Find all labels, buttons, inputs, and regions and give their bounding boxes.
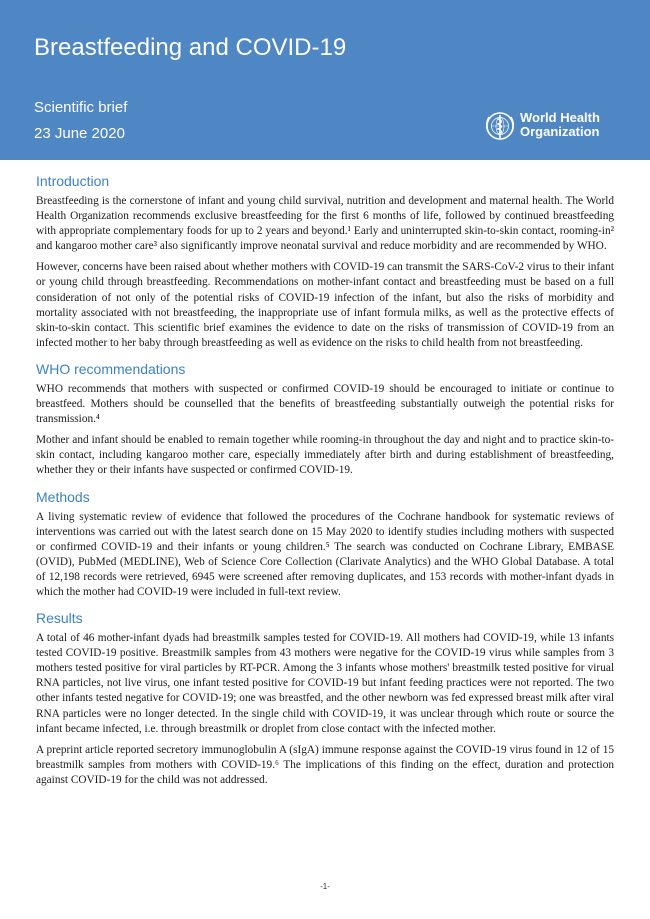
section-results bbox=[36, 610, 614, 788]
section-heading: Methods bbox=[36, 488, 90, 505]
section-who-recommendations bbox=[36, 361, 614, 479]
paragraph: A preprint article reported secretory immunoglobulin A (sIgA) immune response against the COVID-19 virus found in 12 of 15 breastmilk samples from mothers with COVID-19.⁶ The implications of this finding on the effect, duration and protection against COVID-19 for the child was not addressed. bbox=[36, 743, 614, 786]
section-heading: WHO recommendations bbox=[36, 360, 186, 377]
who-logo-line-1: World Health bbox=[520, 110, 600, 125]
paragraph: Mother and infant should be enabled to remain together while rooming-in throughout the day and night and to practice skin-to-skin contact, including kangaroo mother care, especially immediately after birth and during establishment of breastfeeding, whether they or their infants have suspected or confirmed COVID-19. bbox=[36, 434, 614, 477]
who-logo bbox=[483, 109, 638, 143]
document-date: 23 June 2020 bbox=[34, 125, 125, 142]
paragraph: WHO recommends that mothers with suspected or confirmed COVID-19 should be encouraged to initiate or continue to breastfeed. Mothers should be counselled that the benefits of breastfeeding substantially outweigh the potential risks for transmission.⁴ bbox=[36, 382, 614, 426]
paragraph: However, concerns have been raised about whether mothers with COVID-19 can transmit the SARS-CoV-2 virus to their infant or young child through breastfeeding. Recommendations on mother-infant contact and breastfeeding must be based on a full consideration of not only of the potential risks of COVID-19 infection of the infant, but also the risks of morbidity and mortality associated with not breastfeeding, the inappropriate use of infant formula milks, as well as the protective effects of skin-to-skin contact. This scientific brief examines the evidence to date on the risks of transmission of COVID-19 from an infected mother to her baby through breastfeeding as well as evidence on the risks to child health from not breastfeeding. bbox=[36, 261, 614, 349]
header-banner bbox=[0, 0, 650, 160]
document-title: Breastfeeding and COVID-19 bbox=[34, 34, 347, 61]
document-subtitle: Scientific brief bbox=[34, 99, 128, 116]
who-emblem-icon bbox=[483, 109, 517, 143]
paragraph: Breastfeeding is the cornerstone of infant and young child survival, nutrition and development and maternal health. The World Health Organization recommends exclusive breastfeeding for the first 6 months of life, followed by continued breastfeeding with appropriate complementary foods for up to 2 years and beyond.¹ Early and uninterrupted skin-to-skin contact, rooming-in² and kangaroo mother care³ also significantly improve neonatal survival and reduce morbidity and are recommended by WHO. bbox=[36, 195, 614, 253]
paragraph: A total of 46 mother-infant dyads had breastmilk samples tested for COVID-19. All mothers had COVID-19, while 13 infants tested COVID-19 positive. Breastmilk samples from 43 mothers were negative for the COVID-19 virus while samples from 3 mothers tested positive for viral particles by RT-PCR. Among the 3 infants whose mothers' breastmilk tested positive for virual RNA particles, not live virus, one infant tested positive for COVID-19 but infant feeding practices were not reported. The two other infants tested negative for COVID-19; one was breastfed, and the other newborn was fed expressed breast milk after viral RNA particles were no longer detected. In the single child with COVID-19, it was unclear through which route or source the infant became infected, i.e. through breastmilk or droplet from close contact with the infected mother. bbox=[36, 632, 614, 735]
section-methods bbox=[36, 489, 614, 601]
section-heading: Introduction bbox=[36, 173, 110, 189]
who-logo-text bbox=[520, 111, 600, 139]
section-introduction bbox=[36, 173, 614, 351]
paragraph: A living systematic review of evidence that followed the procedures of the Cochrane handbook for systematic reviews of interventions was carried out with the latest search done on 15 May 2020 to identify studies including mothers with suspected or confirmed COVID-19 and their infants or young children.⁵ The search was conducted on Cochrane Library, EMBASE (OVID), PubMed (MEDLINE), Web of Science Core Collection (Clarivate Analytics) and the WHO Global Database. A total of 12,198 records were retrieved, 6945 were screened after removing duplicates, and 153 records with mother-infant dyads in which the mother had COVID-19 were included in full-text review. bbox=[36, 510, 614, 598]
page-number: -1- bbox=[320, 882, 330, 891]
section-heading: Results bbox=[36, 610, 83, 627]
who-logo-line-2: Organization bbox=[520, 124, 600, 139]
document-body bbox=[36, 173, 614, 798]
